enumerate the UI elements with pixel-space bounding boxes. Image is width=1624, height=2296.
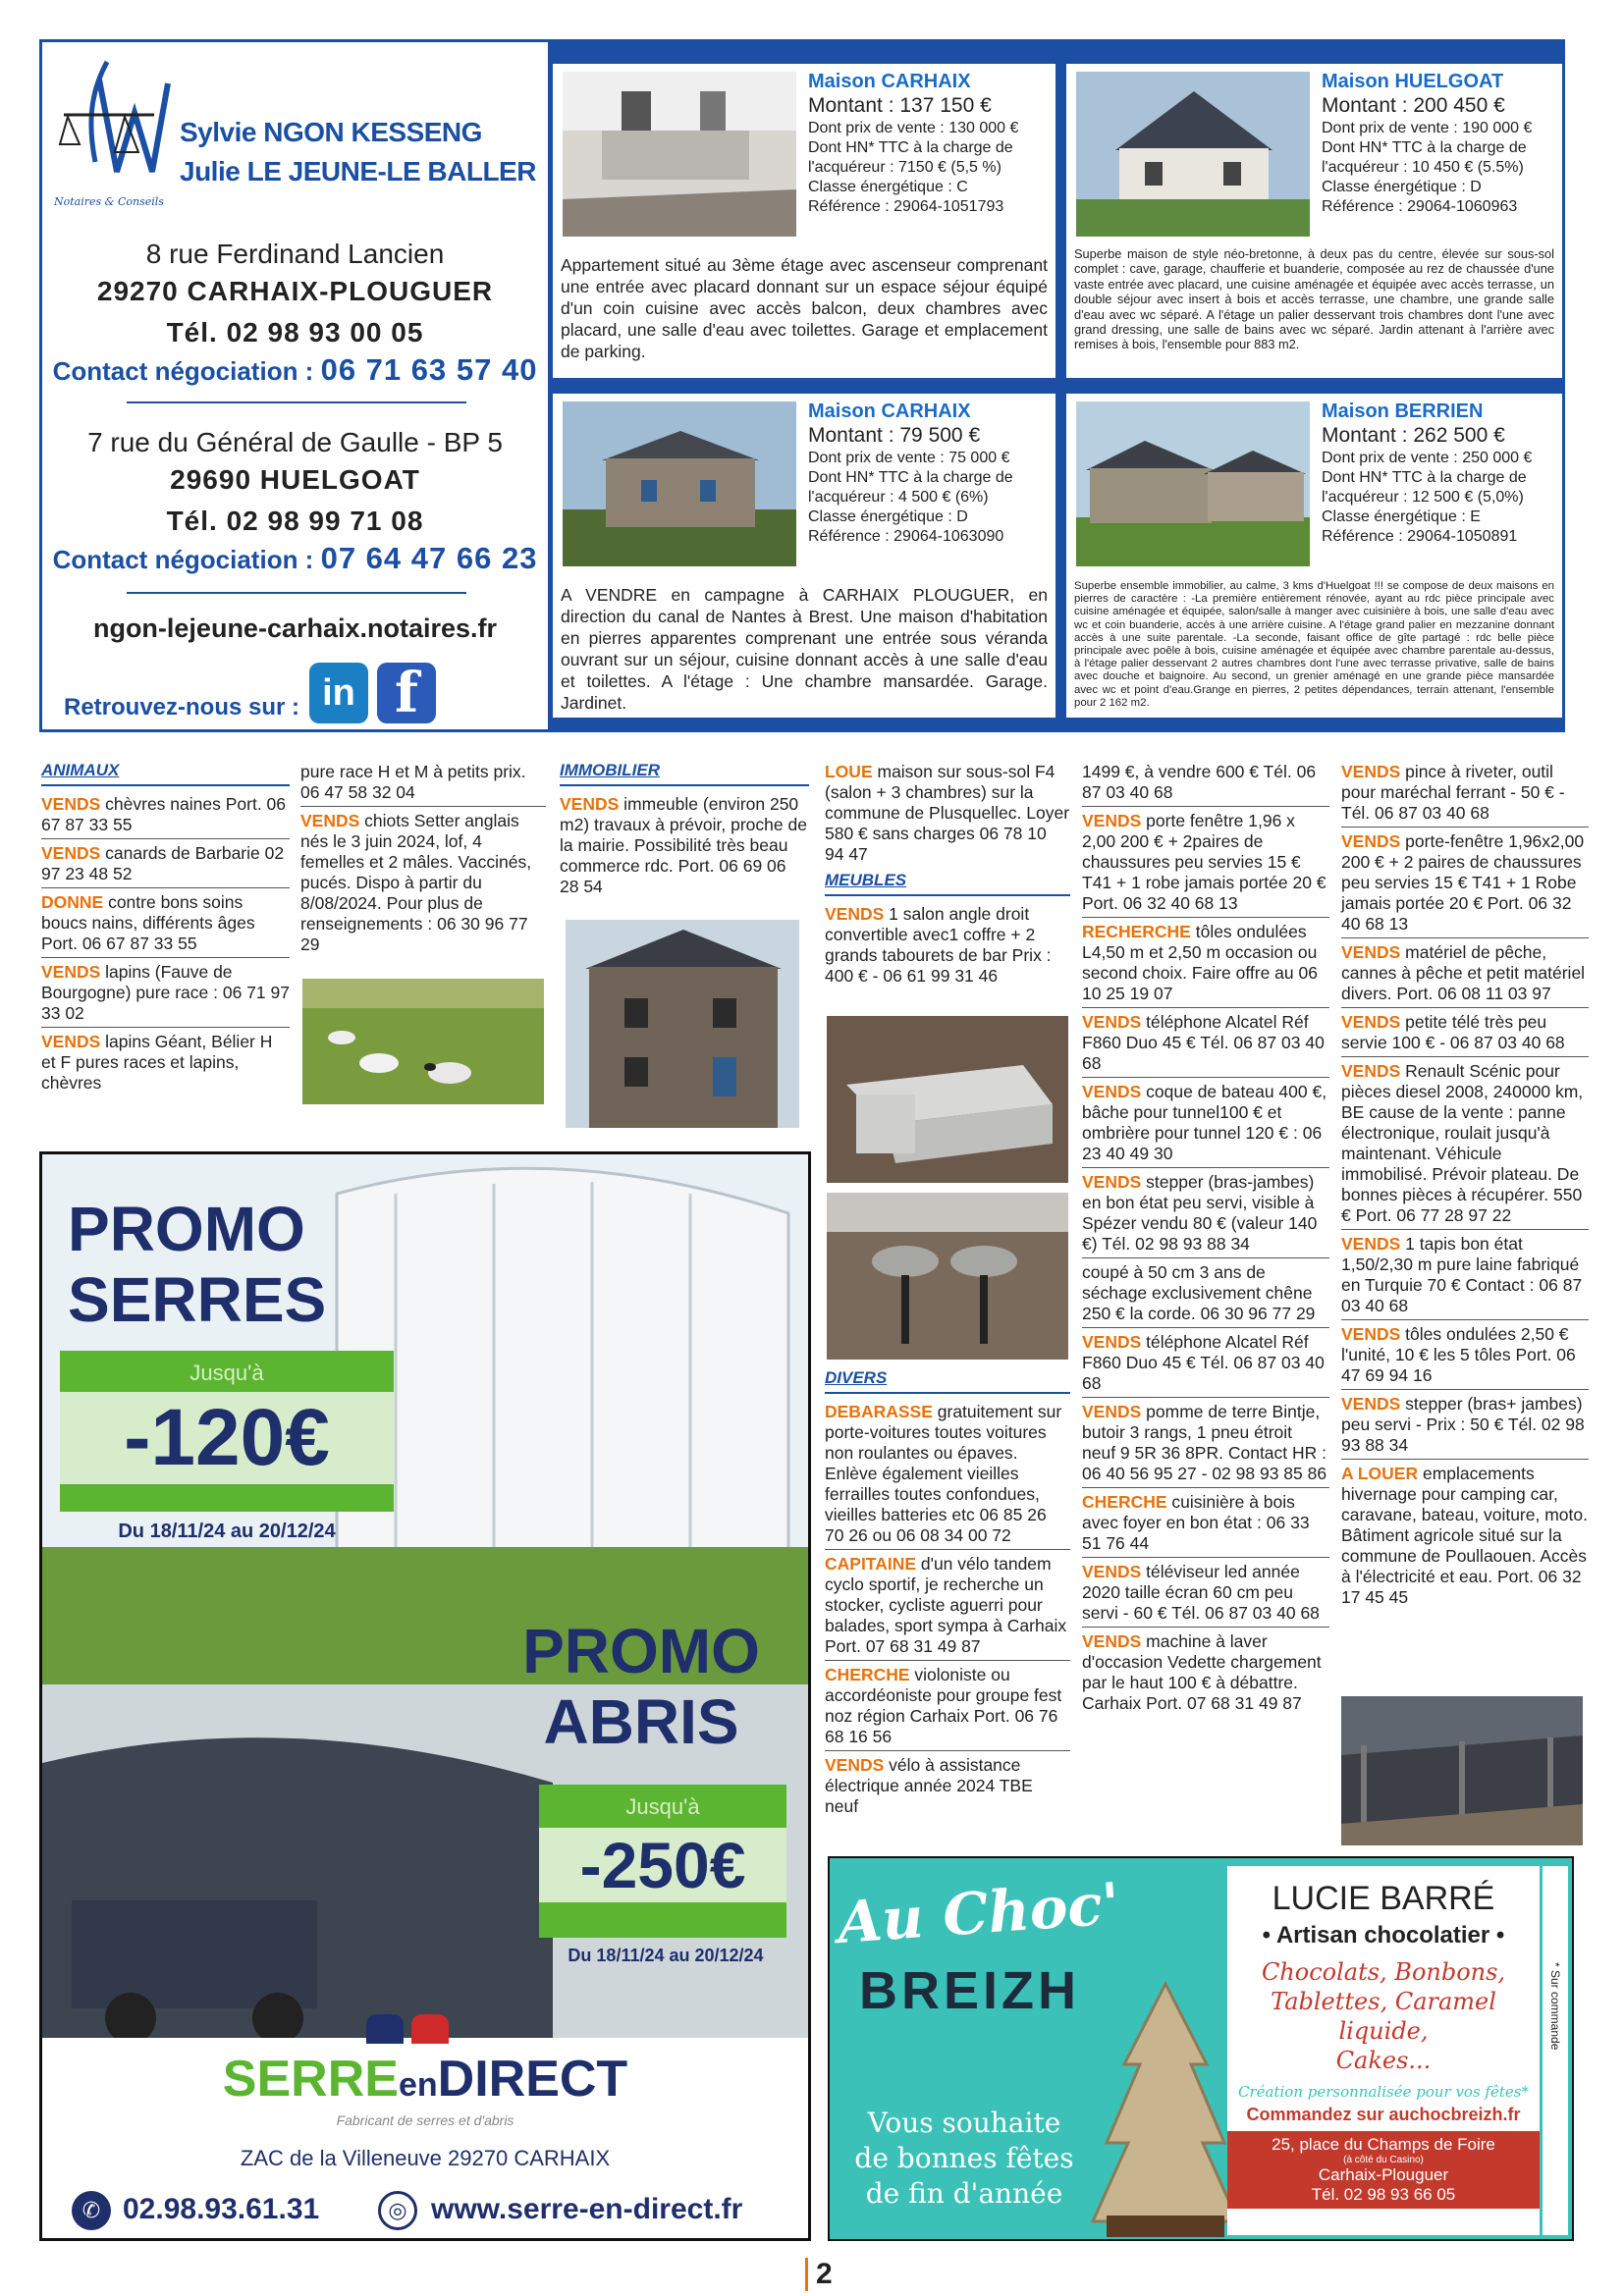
choc-addr-line: Carhaix-Plouguer (1318, 2165, 1449, 2184)
listing-description: Superbe ensemble immobilier, au calme, 3 kms d'Huelgoat !!! se compose de deux maisons en pierres de caractère : -La première entièrement rénovée, ayant au rdc pièce principale avec cuisine aménagée et équipée, salon/salle à manger avec cuisinière à bois, une salle d'eau avec wc et coin buanderie, accès à une arrière cuisine. A l'étage grand palier en mezzanine donnant accès à une suite parentale. -La seconde, faisant office de gîte partagé : rdc belle pièce principale avec poêle à bois, cuisine aménagée et équipée avec chambre parentale au-dessus, à l'étage palier desservant 2 autres chambres dont l'une avec terrasse privative, salle de bains avec douche et baignoire. Au second, un grenier aménagé en une grande pièce mansardée avec wc et point d'eau.Grange en pierres, 2 petites dépendances, terrain attenant, l'ensemble pour 2 162 m2. (1074, 580, 1554, 709)
ad-text: violoniste ou accordéoniste pour groupe fest noz région Carhaix Port. 06 76 68 16 56 (825, 1665, 1062, 1746)
ad-text: emplacements hivernage pour camping car, caravane, bateau, voiture, moto. Bâtiment agricole situé sur la commune de Poullaouen. Accès à l'électricité et eau. Port. 06 32 17 45 45 (1341, 1464, 1588, 1607)
classifieds-column-immobilier (560, 760, 809, 902)
ad-keyword: CAPITAINE (825, 1554, 917, 1574)
ad-text: maison sur sous-sol F4 (salon + 3 chambres) sur la commune de Plusquellec. Loyer 580 € sans charges 06 78 10 94 47 (825, 762, 1070, 864)
notary-logo-icon (56, 54, 176, 201)
classified-ad[interactable] (1082, 760, 1329, 807)
ad-text: petite télé très peu servie 100 € - 06 87 03 40 68 (1341, 1012, 1565, 1052)
listing-title: Maison CARHAIX (808, 400, 971, 422)
choc-phone[interactable]: Tél. 02 98 93 66 05 (1311, 2185, 1456, 2204)
listing-card[interactable] (553, 64, 1056, 378)
stools-photo (827, 1193, 1068, 1360)
barn-interior-photo (1341, 1696, 1583, 1845)
listing-amount: Montant : 137 150 € (808, 94, 992, 117)
ad-keyword: VENDS (300, 811, 360, 830)
office1-street: 8 rue Ferdinand Lancien (145, 239, 445, 269)
serres-dates: Du 18/11/24 au 20/12/24 (118, 1521, 336, 1542)
notary-website[interactable]: ngon-lejeune-carhaix.notaires.fr (92, 614, 498, 643)
choc-brand-main: BREIZH (859, 1961, 1080, 2020)
listing-title: Maison BERRIEN (1322, 400, 1484, 422)
ad-text: téléphone Alcatel Réf F860 Duo 45 € Tél. 06 87 03 40 68 (1082, 1012, 1325, 1073)
listing-reference: Référence : 29064-1060963 (1322, 198, 1518, 215)
ad-keyword: VENDS (1082, 1562, 1142, 1581)
classified-ad[interactable] (41, 1030, 290, 1096)
office2-street: 7 rue du Général de Gaulle - BP 5 (87, 427, 503, 457)
classifieds-column-animaux (41, 760, 290, 1098)
classified-ad[interactable] (1082, 809, 1329, 918)
building-photo (566, 920, 799, 1128)
choc-custom: Création personnalisée pour vos fêtes* (1238, 2083, 1529, 2101)
ad-keyword: LOUE (825, 762, 873, 781)
listing-line: Classe énergétique : D (1322, 179, 1482, 195)
listing-line: l'acquéreur : 4 500 € (6%) (808, 489, 989, 506)
office2-phone: Tél. 02 98 99 71 08 (166, 506, 424, 536)
ad-keyword: VENDS (41, 794, 101, 814)
abris-dates: Du 18/11/24 au 20/12/24 (568, 1946, 764, 1965)
classified-ad[interactable] (1341, 940, 1589, 1008)
listing-reference: Référence : 29064-1063090 (808, 528, 1004, 545)
ad-text: pince à riveter, outil pour maréchal ferrant - 50 € - Tél. 06 87 03 40 68 (1341, 762, 1565, 823)
listing-amount: Montant : 262 500 € (1322, 424, 1505, 447)
listing-line: Dont HN* TTC à la charge de (808, 139, 1013, 156)
wish-line: Vous souhaite (867, 2107, 1061, 2139)
ad-keyword: VENDS (1341, 1234, 1401, 1254)
ad-text: coque de bateau 400 €, bâche pour tunnel100 € et ombrière pour tunnel 120 € : 06 23 40 49 30 (1082, 1082, 1327, 1163)
ad-text: immeuble (environ 250 m2) travaux à prévoir, proche de la mairie. Possibilité très beau commerce rdc. Port. 06 69 06 28 54 (560, 794, 807, 896)
ad-keyword: VENDS (41, 1032, 101, 1051)
ad-text: gratuitement sur porte-voitures toutes voitures non roulantes ou épaves. Enlève également vieilles ferrailles toutes confondues, vieilles batteries etc 06 85 26 70 26 ou 06 08 34 00 72 (825, 1402, 1062, 1545)
classifieds-column-animaux-cont (300, 760, 546, 960)
linkedin-icon[interactable]: in (309, 663, 368, 723)
listing-line: Dont prix de vente : 250 000 € (1322, 450, 1533, 466)
category-heading: MEUBLES (825, 870, 1070, 896)
choc-order-link[interactable]: Commandez sur auchocbreizh.fr (1246, 2105, 1521, 2124)
ad-keyword: VENDS (825, 1755, 885, 1775)
ad-text: pomme de terre Bintje, butoir 3 rangs, 1 pneu étroit neuf 9 5R 36 8PR. Contact HR : 06 40 56 95 27 - 02 98 93 85 86 (1082, 1402, 1327, 1483)
brand-part: DIRECT (437, 2051, 628, 2108)
listing-description: Superbe maison de style néo-bretonne, à deux pas du centre, élevée sur sous-sol complet : cave, garage, chaufferie et buanderie, composée au rez de chaussée d'une vaste entrée avec placard, une cuisine aménagée et équipée avec accès terrasse, un double séjour avec insert à bois et accès terrasse, une chambre, une grande salle d'eau avec wc séparé. A l'étage un palier desservant trois chambres dont l'une avec grand dressing, une salle de bains avec wc séparé. Jardin attenant à l'arrière avec remises à bois, l'ensemble pour 883 m2. (1074, 246, 1554, 352)
product-line: Tablettes, Caramel liquide, (1271, 1988, 1496, 2045)
ad-text: tôles ondulées 2,50 € l'unité, 10 € les 5 tôles Port. 06 47 69 94 16 (1341, 1324, 1576, 1385)
ad-keyword: VENDS (825, 904, 885, 924)
contact-number: 07 64 47 66 23 (320, 541, 538, 575)
serre-address: ZAC de la Villeneuve 29270 CARHAIX (240, 2146, 611, 2170)
listing-line: Dont HN* TTC à la charge de (808, 469, 1013, 486)
choc-note: * Sur commande (1548, 1962, 1562, 2051)
classified-ad[interactable] (1082, 1080, 1329, 1168)
ad-text: lapins (Fauve de Bourgogne) pure race : 06 71 97 33 02 (41, 962, 290, 1023)
upto-label: Jusqu'à (189, 1361, 264, 1385)
ad-text: porte-fenêtre 1,96x2,00 200 € + 2 paires de chaussures peu servies 15 € T41 + 1 Robe jamais portée 20 € Port. 06 32 40 68 13 (1341, 831, 1585, 934)
listing-card[interactable] (1066, 394, 1562, 718)
brand-subtitle: Fabricant de serres et d'abris (336, 2112, 514, 2128)
listing-line: Dont prix de vente : 75 000 € (808, 450, 1010, 466)
ad-text: contre bons soins boucs nains, différents âges Port. 06 67 87 33 55 (41, 892, 255, 953)
ad-text: machine à laver d'occasion Vedette chargement par le haut 100 € à débattre. Carhaix Port. 07 68 31 49 87 (1082, 1631, 1322, 1713)
ad-keyword: VENDS (1082, 1402, 1142, 1421)
globe-icon: ◎ (378, 2191, 417, 2230)
classified-ad[interactable] (1082, 920, 1329, 1008)
wish-line: de fin d'année (865, 2177, 1063, 2210)
wish-line: de bonnes fêtes (854, 2142, 1074, 2174)
page-number: 2 (805, 2258, 833, 2291)
promo-word: PROMO (522, 1616, 760, 1686)
contact-label: Contact négociation : (52, 356, 314, 386)
category-heading: DIVERS (825, 1367, 1070, 1394)
classified-ad[interactable] (1082, 1170, 1329, 1258)
listing-title: Maison CARHAIX (808, 71, 971, 92)
listing-reference: Référence : 29064-1051793 (808, 198, 1004, 215)
office1-phone: Tél. 02 98 93 00 05 (166, 317, 424, 347)
classified-ad[interactable] (1082, 1400, 1329, 1488)
divider (127, 401, 466, 403)
facebook-icon[interactable]: f (377, 663, 436, 723)
listing-amount: Montant : 200 450 € (1322, 94, 1505, 117)
abris-discount-badge (539, 1785, 786, 1938)
category-heading: ANIMAUX (41, 760, 290, 786)
classified-ad[interactable] (825, 1400, 1070, 1550)
ad-keyword: VENDS (41, 843, 101, 863)
ad-text: vélo à assistance électrique année 2024 TBE neuf (825, 1755, 1033, 1816)
serre-logo-icon (362, 2010, 453, 2046)
category-heading: IMMOBILIER (560, 760, 809, 786)
choc-info-panel (1227, 1866, 1540, 2235)
listing-description: A VENDRE en campagne à CARHAIX PLOUGUER, en direction du canal de Nantes à Brest. Une maison d'habitation en pierres apparentes comprenant une entrée sous véranda ouvrant sur un séjour, cuisine donnant accès à une salle d'eau et toilettes. A l'étage : Une chambre mansardée. Garage. Jardinet. (561, 585, 1048, 713)
ad-text: téléviseur led année 2020 taille écran 60 cm peu servi - 60 € Tél. 06 87 03 40 68 (1082, 1562, 1320, 1623)
choc-wishes (841, 2106, 1087, 2212)
listing-info (1322, 400, 1556, 547)
choc-products (1227, 1957, 1540, 2075)
classified-ad[interactable] (1341, 1462, 1589, 1611)
classifieds-column-4 (825, 760, 1070, 991)
choc-address-box (1227, 2131, 1540, 2209)
ad-text: coupé à 50 cm 3 ans de séchage exclusivement chêne 250 € la corde. 06 30 96 77 29 (1082, 1262, 1316, 1323)
ad-keyword: VENDS (1082, 1012, 1142, 1032)
classified-ad[interactable] (300, 809, 546, 958)
classified-ad[interactable] (41, 890, 290, 958)
choc-owner-name: LUCIE BARRÉ (1272, 1880, 1495, 1917)
classified-ad[interactable] (1341, 1232, 1589, 1320)
classified-ad[interactable] (1341, 760, 1589, 828)
listing-info (1322, 70, 1556, 217)
promo-word: PROMO (68, 1194, 305, 1264)
listing-line: l'acquéreur : 12 500 € (5,0%) (1322, 489, 1524, 506)
ad-keyword: VENDS (1082, 811, 1142, 830)
listing-reference: Référence : 29064-1050891 (1322, 528, 1518, 545)
ad-keyword: CHERCHE (1082, 1492, 1167, 1512)
ad-keyword: VENDS (1341, 942, 1401, 962)
ad-keyword: DONNE (41, 892, 104, 912)
office2-contact (42, 541, 548, 576)
listing-info (808, 70, 1050, 217)
ad-keyword: VENDS (1082, 1332, 1142, 1352)
classified-ad[interactable] (1082, 1490, 1329, 1558)
ad-text: pure race H et M à petits prix. 06 47 58 32 04 (300, 762, 526, 802)
ad-text: Renault Scénic pour pièces diesel 2008, 240000 km, BE cause de la vente : panne électronique, roulait jusqu'à maintenant. Véhicule immobilisé. Prévoir plateau. De bonnes pièces à récupérer. 550 € Port. 06 77 28 97 22 (1341, 1061, 1584, 1225)
classified-ad[interactable] (41, 841, 290, 888)
ad-text: tôles ondulées L4,50 m et 2,50 m occasion ou second choix. Faire offre au 06 10 25 19 07 (1082, 922, 1318, 1003)
choc-role: • Artisan chocolatier • (1262, 1922, 1505, 1949)
phone-icon: ✆ (72, 2191, 111, 2230)
serre-phone[interactable]: 02.98.93.61.31 (123, 2193, 320, 2225)
sofa-photo (827, 1016, 1068, 1183)
ad-keyword: VENDS (1341, 831, 1401, 851)
ad-keyword: VENDS (1341, 1394, 1401, 1414)
notary-contact-panel (42, 42, 548, 729)
listing-line: l'acquéreur : 10 450 € (5.5%) (1322, 159, 1524, 176)
promo-word: SERRES (68, 1264, 327, 1335)
listing-info (808, 400, 1050, 547)
ad-text: 1 salon angle droit convertible avec1 coffre + 2 grands tabourets de bar Prix : 400 € - 06 61 99 31 46 (825, 904, 1052, 986)
classified-ad[interactable] (1082, 1330, 1329, 1398)
ad-keyword: CHERCHE (825, 1665, 910, 1684)
ad-text: chiots Setter anglais nés le 3 juin 2024, lof, 4 femelles et 2 mâles. Vaccinés, pucés. Dispo à partir du 8/08/2024. Pour plus de renseignements : 06 30 96 77 29 (300, 811, 532, 954)
ad-keyword: A LOUER (1341, 1464, 1419, 1483)
classified-ad[interactable] (41, 792, 290, 839)
classifieds-column-divers (825, 1367, 1070, 1822)
classifieds-column-5 (1082, 760, 1329, 1719)
ad-text: canards de Barbarie 02 97 23 48 52 (41, 843, 285, 883)
listing-photo (1076, 72, 1310, 237)
au-choc-breizh-ad[interactable] (828, 1856, 1574, 2241)
ad-keyword: RECHERCHE (1082, 922, 1191, 941)
ad-text: 1 tapis bon état 1,50/2,30 m pure laine fabriqué en Turquie 70 € Contact : 06 87 03 40 68 (1341, 1234, 1583, 1315)
contact-label: Contact négociation : (52, 545, 314, 574)
ad-text: matériel de pêche, cannes à pêche et petit matériel divers. Port. 06 08 11 03 97 (1341, 942, 1586, 1003)
classified-ad[interactable] (825, 1663, 1070, 1751)
divider (127, 592, 466, 594)
follow-label: Retrouvez-nous sur : (64, 694, 300, 721)
classified-ad[interactable] (300, 760, 546, 807)
serres-discount-amount: -120€ (60, 1392, 394, 1484)
ad-text: stepper (bras-jambes) en bon état peu servi, visible à Spézer vendu 80 € (valeur 140 €) Tél. 02 98 93 88 34 (1082, 1172, 1318, 1254)
promo-word: ABRIS (543, 1686, 739, 1757)
office1-city: 29270 CARHAIX-PLOUGUER (96, 276, 494, 306)
listing-photo (563, 401, 796, 566)
contact-number: 06 71 63 57 40 (320, 352, 538, 387)
serres-discount-badge (60, 1351, 394, 1512)
classified-ad[interactable] (1341, 1059, 1589, 1230)
office1-contact (42, 352, 548, 388)
dogs-photo (302, 979, 544, 1104)
ad-text: lapins Géant, Bélier H et F pures races et lapins, chèvres (41, 1032, 273, 1093)
classified-ad[interactable] (1341, 1322, 1589, 1390)
notary-name-2: Julie LE JEUNE-LE BALLER (180, 156, 536, 187)
logo-subtitle: Notaires & Conseils (54, 195, 164, 208)
ad-text: téléphone Alcatel Réf F860 Duo 45 € Tél. 06 87 03 40 68 (1082, 1332, 1325, 1393)
office2-city: 29690 HUELGOAT (170, 464, 420, 495)
classified-ad[interactable] (1082, 1629, 1329, 1717)
ad-text: 1499 €, à vendre 600 € Tél. 06 87 03 40 68 (1082, 762, 1317, 802)
chocolate-tree-icon (1087, 1976, 1244, 2241)
ad-text: chèvres naines Port. 06 67 87 33 55 (41, 794, 287, 834)
brand-part: en (398, 2066, 438, 2104)
listing-line: Dont HN* TTC à la charge de (1322, 139, 1527, 156)
ad-text: stepper (bras+ jambes) peu servi - Prix : 50 € Tél. 02 98 93 88 34 (1341, 1394, 1585, 1455)
ad-keyword: VENDS (1082, 1082, 1142, 1101)
ad-keyword: DEBARASSE (825, 1402, 933, 1421)
brand-part: SERRE (222, 2051, 399, 2108)
classified-ad[interactable] (41, 960, 290, 1028)
listing-amount: Montant : 79 500 € (808, 424, 981, 447)
listing-card[interactable] (553, 394, 1056, 718)
listing-description: Appartement situé au 3ème étage avec ascenseur comprenant une entrée avec placard donnant sur un espace séjour équipé d'un coin cuisine avec accès balcon, deux chambres avec placard, une salle d'eau avec toilettes. Garage et emplacement de parking. (561, 255, 1048, 361)
listing-photo (1076, 401, 1310, 566)
upto-label: Jusqu'à (625, 1794, 700, 1819)
ad-keyword: VENDS (1082, 1631, 1142, 1651)
product-line: Cakes... (1335, 2047, 1432, 2074)
ad-keyword: VENDS (1341, 1061, 1401, 1081)
classified-ad[interactable] (825, 902, 1070, 989)
ad-text: d'un vélo tandem cyclo sportif, je recherche un stocker, cycliste aguerri pour balades, sport sympa à Carhaix Port. 07 68 31 49 87 (825, 1554, 1067, 1656)
ad-text: cuisinière à bois avec foyer en bon état : 06 33 51 76 44 (1082, 1492, 1310, 1553)
ad-text: porte fenêtre 1,96 x 2,00 200 € + 2paires de chaussures peu servies 15 € T41 + 1 robe jamais portée 20 € Port. 06 32 40 68 13 (1082, 811, 1326, 913)
notary-ad (39, 39, 1565, 732)
listing-line: Classe énergétique : C (808, 179, 968, 195)
classified-ad[interactable] (1341, 829, 1589, 938)
classified-ad[interactable] (560, 792, 809, 900)
classified-ad[interactable] (1341, 1392, 1589, 1460)
listing-photo (563, 72, 796, 237)
serre-brand (42, 2050, 808, 2109)
ad-keyword: VENDS (1082, 1172, 1142, 1192)
classified-ad[interactable] (1082, 1260, 1329, 1328)
choc-brand-script: Au Choc' (835, 1870, 1122, 1956)
notary-name-1: Sylvie NGON KESSENG (180, 117, 482, 147)
listing-card[interactable] (1066, 64, 1562, 378)
listing-line: Classe énergétique : E (1322, 508, 1481, 525)
serre-website[interactable]: www.serre-en-direct.fr (431, 2193, 743, 2225)
choc-addr-line: (à côté du Casino) (1343, 2155, 1424, 2165)
promo-abris-title (514, 1616, 769, 1757)
listing-title: Maison HUELGOAT (1322, 71, 1504, 92)
ad-keyword: VENDS (1341, 762, 1401, 781)
choc-note-strip (1543, 1866, 1568, 2235)
listing-line: Dont prix de vente : 130 000 € (808, 120, 1019, 136)
classified-ad[interactable] (1341, 1010, 1589, 1057)
classified-ad[interactable] (825, 1552, 1070, 1661)
ad-keyword: VENDS (1341, 1324, 1401, 1344)
ad-keyword: VENDS (41, 962, 101, 982)
promo-serres-title (68, 1194, 327, 1335)
listing-line: Dont HN* TTC à la charge de (1322, 469, 1527, 486)
classified-ad[interactable] (825, 1753, 1070, 1820)
ad-keyword: VENDS (1341, 1012, 1401, 1032)
choc-addr-line: 25, place du Champs de Foire (1272, 2135, 1495, 2154)
ad-keyword: VENDS (560, 794, 620, 814)
serre-en-direct-ad[interactable] (39, 1151, 811, 2241)
listing-line: l'acquéreur : 7150 € (5,5 %) (808, 159, 1001, 176)
abris-discount-amount: -250€ (539, 1828, 786, 1902)
classified-ad[interactable] (1082, 1010, 1329, 1078)
classified-ad[interactable] (1082, 1560, 1329, 1628)
classifieds-column-6 (1341, 760, 1589, 1613)
classified-ad[interactable] (825, 760, 1070, 868)
listing-line: Dont prix de vente : 190 000 € (1322, 120, 1533, 136)
product-line: Chocolats, Bonbons, (1261, 1958, 1506, 1986)
listing-line: Classe énergétique : D (808, 508, 968, 525)
